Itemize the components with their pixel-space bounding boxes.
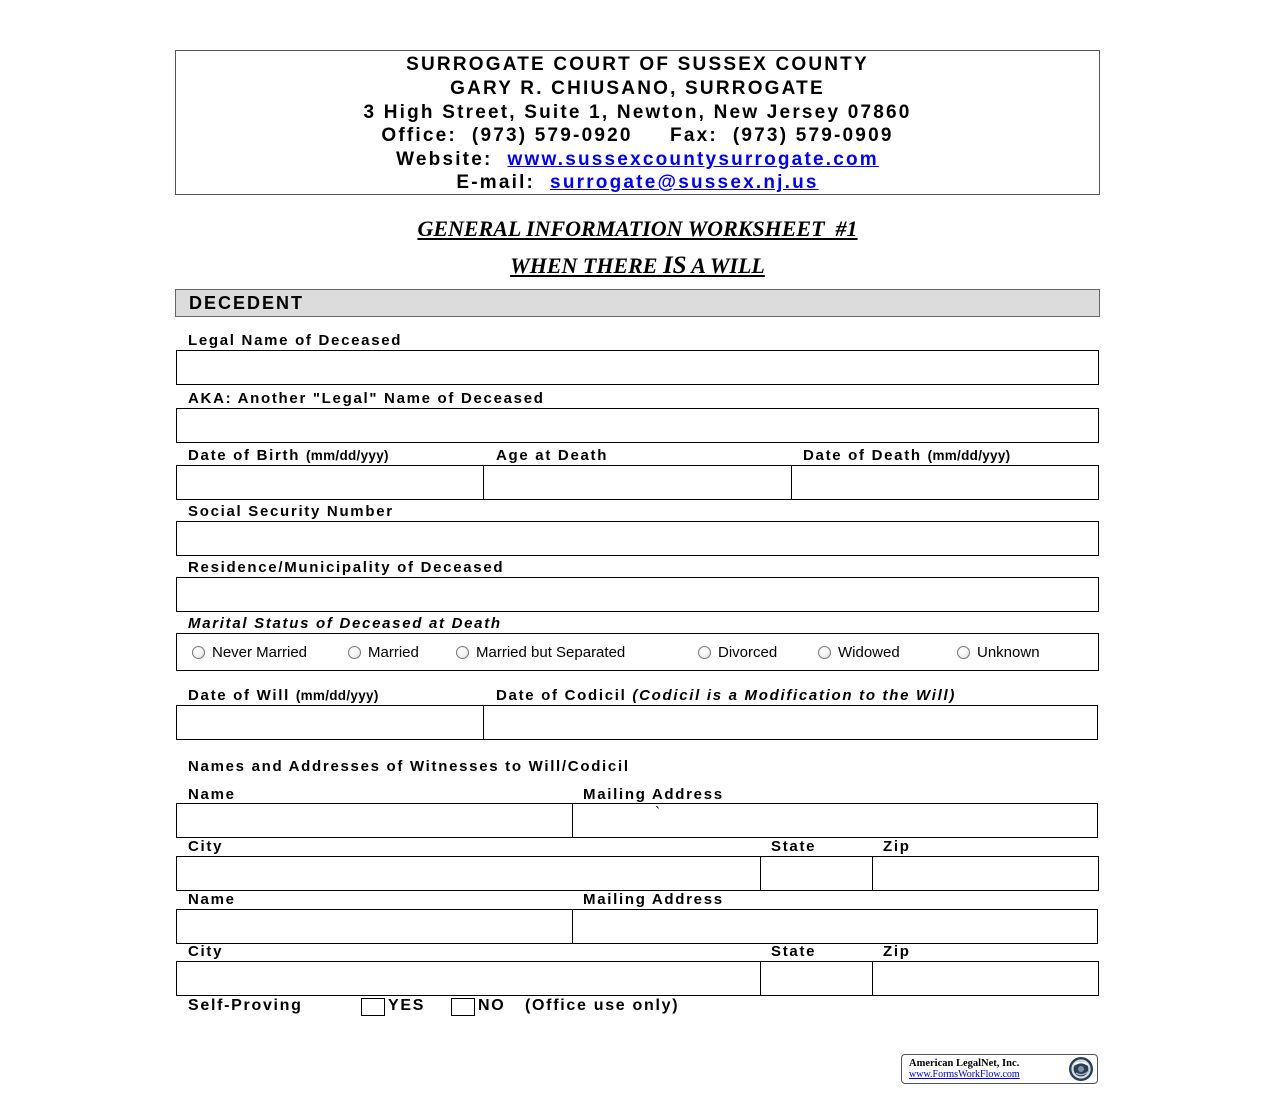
dob-format: (mm/dd/yyy) [305,448,389,463]
witness2-city-label: City [188,943,224,960]
self-proving-no-checkbox[interactable] [451,998,475,1016]
dob-field[interactable] [176,465,484,500]
marital-option-label: Unknown [977,644,1040,661]
marital-unknown[interactable] [957,644,1040,661]
american-legalnet-logo [901,1054,1098,1084]
court-phone-fax: Office: (973) 579-0920 Fax: (973) 579-0909 [381,125,894,146]
witness1-state-field[interactable] [760,856,873,891]
marital-option-label: Married [368,644,419,661]
codicil-note: (Codicil is a Modification to the Will) [632,687,957,704]
subtitle-part-1: WHEN THERE [510,253,663,278]
self-proving-yes-checkbox[interactable] [361,998,385,1016]
witness2-name-field[interactable] [176,909,573,944]
court-header [175,50,1100,195]
marital-option-label: Married but Separated [476,644,626,661]
ssn-field[interactable] [176,521,1099,556]
website-label: Website: [396,149,493,170]
email-line [176,171,1099,195]
worksheet-title: GENERAL INFORMATION WORKSHEET #1 [417,216,858,241]
court-name: SURROGATE COURT OF SUSSEX COUNTY [406,54,869,75]
will-date-field[interactable] [176,705,484,740]
will-date-format: (mm/dd/yyy) [295,688,379,703]
section-decedent [175,289,1100,317]
email-label: E-mail: [456,172,536,193]
email-link[interactable]: surrogate@sussex.nj.us [550,172,819,193]
dob-label [188,447,389,465]
witness2-mailing-field[interactable] [572,909,1098,944]
marital-option-label: Never Married [212,644,308,661]
witness2-mailing-label: Mailing Address [583,891,724,908]
witness1-zip-label: Zip [883,838,911,855]
website-line [176,148,1099,172]
logo-url[interactable]: www.FormsWorkFlow.com [909,1069,1020,1080]
marital-married[interactable] [348,644,419,661]
witness1-mailing-value: ` [655,804,660,821]
witness1-zip-field[interactable] [872,856,1099,891]
witness2-name-label: Name [188,891,236,908]
residence-label: Residence/Municipality of Deceased [188,559,505,576]
witness2-zip-field[interactable] [872,961,1099,996]
radio-icon[interactable] [957,646,970,659]
marital-option-label: Widowed [838,644,900,661]
dod-field[interactable] [791,465,1099,500]
witness2-zip-label: Zip [883,943,911,960]
marital-label: Marital Status of Deceased at Death [188,615,502,632]
witness1-city-label: City [188,838,224,855]
residence-field[interactable] [176,577,1099,612]
witness1-city-field[interactable] [176,856,761,891]
dob-label-text: Date of Birth [188,447,301,464]
witness1-name-label: Name [188,786,236,803]
section-title: DECEDENT [189,293,305,313]
witness2-state-label: State [771,943,817,960]
radio-icon[interactable] [192,646,205,659]
court-address: 3 High Street, Suite 1, Newton, New Jersey 07860 [363,102,912,123]
radio-icon[interactable] [456,646,469,659]
website-link[interactable]: www.sussexcountysurrogate.com [507,149,879,170]
codicil-label [496,687,956,705]
office-use-note: (Office use only) [525,997,680,1014]
legal-name-label: Legal Name of Deceased [188,332,403,349]
subtitle-part-2: A WILL [686,253,765,278]
age-label: Age at Death [496,447,609,464]
aka-field[interactable] [176,408,1099,443]
witness1-mailing-field[interactable] [572,803,1098,838]
codicil-label-text: Date of Codicil [496,687,627,704]
witness2-city-field[interactable] [176,961,761,996]
marital-widowed[interactable] [818,644,900,661]
codicil-date-field[interactable] [483,705,1098,740]
will-date-label-text: Date of Will [188,687,290,704]
age-field[interactable] [483,465,792,500]
worksheet-subtitle [175,252,1100,280]
radio-icon[interactable] [348,646,361,659]
dod-label-text: Date of Death [803,447,922,464]
marital-divorced[interactable] [698,644,777,661]
self-proving-yes-label: YES [388,997,426,1014]
surrogate-name: GARY R. CHIUSANO, SURROGATE [450,78,825,99]
marital-option-label: Divorced [718,644,778,661]
marital-never-married[interactable] [192,644,307,661]
witnesses-heading: Names and Addresses of Witnesses to Will/Codicil [188,758,630,775]
witness1-state-label: State [771,838,817,855]
dod-label [803,447,1010,465]
globe-icon [1068,1056,1094,1082]
will-date-label [188,687,379,705]
radio-icon[interactable] [818,646,831,659]
witness1-mailing-label: Mailing Address [583,786,724,803]
witness1-name-field[interactable] [176,803,573,838]
aka-label: AKA: Another "Legal" Name of Deceased [188,390,545,407]
self-proving-no-label: NO [478,997,506,1014]
legal-name-field[interactable] [176,350,1099,385]
radio-icon[interactable] [698,646,711,659]
marital-married-but-separated[interactable] [456,644,625,661]
dod-format: (mm/dd/yyy) [927,448,1011,463]
logo-company: American LegalNet, Inc. [909,1058,1020,1069]
subtitle-is: IS [662,252,687,279]
marital-status-group [176,633,1099,671]
ssn-label: Social Security Number [188,503,394,520]
self-proving-label: Self-Proving [188,997,303,1014]
witness2-state-field[interactable] [760,961,873,996]
